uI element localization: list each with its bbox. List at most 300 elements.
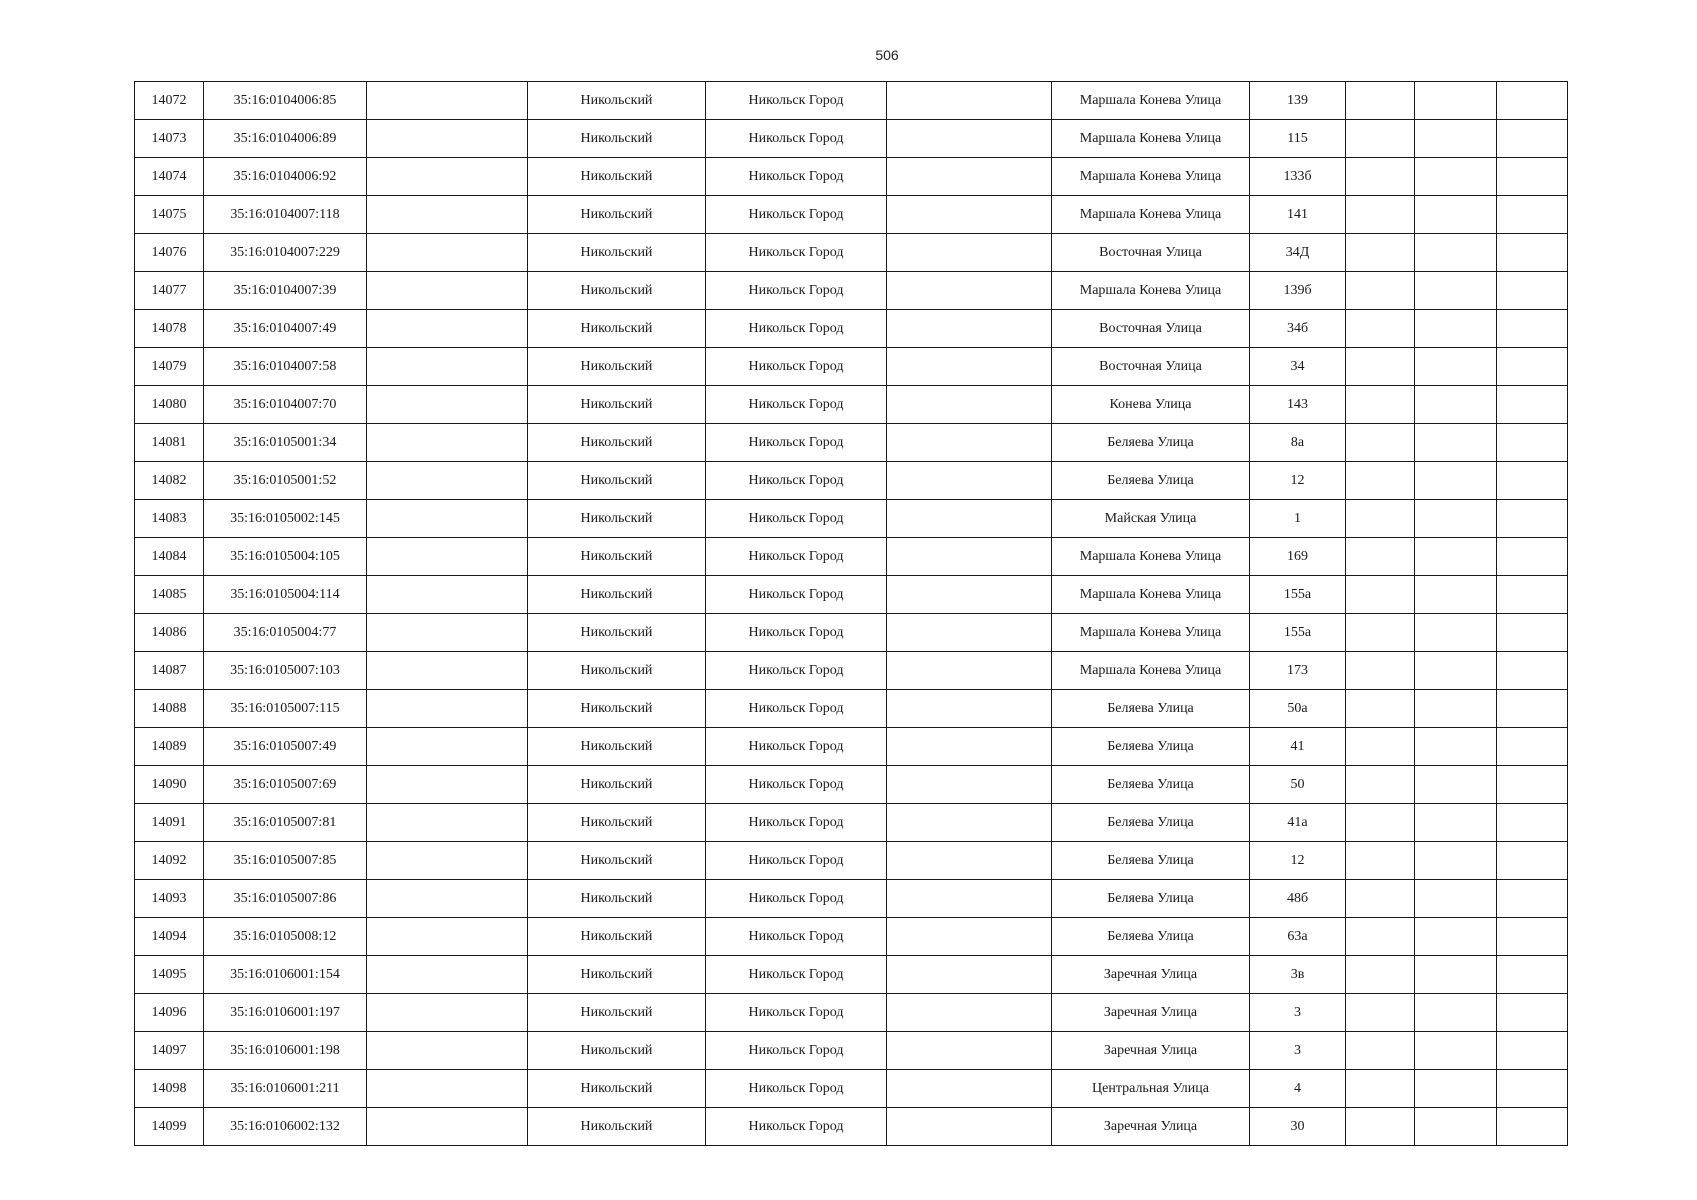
cell-locality: Никольск Город: [706, 956, 887, 994]
cell-cadastral-number: 35:16:0106001:198: [204, 1032, 367, 1070]
cell-cadastral-number: 35:16:0106001:211: [204, 1070, 367, 1108]
cell-empty-col3: [367, 1108, 528, 1146]
cell-cadastral-number: 35:16:0104007:39: [204, 272, 367, 310]
cell-locality: Никольск Город: [706, 196, 887, 234]
cell-street: Маршала Конева Улица: [1052, 120, 1250, 158]
cell-cadastral-number: 35:16:0105004:77: [204, 614, 367, 652]
cell-house-number: 155а: [1250, 614, 1346, 652]
cell-empty-col9: [1346, 272, 1415, 310]
cell-street: Беляева Улица: [1052, 842, 1250, 880]
cell-empty-col3: [367, 614, 528, 652]
cell-empty-col9: [1346, 348, 1415, 386]
cell-row-number: 14093: [135, 880, 204, 918]
cell-empty-col6: [887, 158, 1052, 196]
cell-district: Никольский: [528, 120, 706, 158]
cell-row-number: 14082: [135, 462, 204, 500]
cell-district: Никольский: [528, 690, 706, 728]
cell-district: Никольский: [528, 1032, 706, 1070]
cell-empty-col11: [1497, 1032, 1568, 1070]
cell-empty-col6: [887, 576, 1052, 614]
cell-locality: Никольск Город: [706, 842, 887, 880]
cell-empty-col9: [1346, 728, 1415, 766]
registry-body: [135, 82, 1568, 1146]
cell-row-number: 14084: [135, 538, 204, 576]
cell-district: Никольский: [528, 348, 706, 386]
cell-cadastral-number: 35:16:0104007:58: [204, 348, 367, 386]
table-row: [135, 652, 1568, 690]
cell-cadastral-number: 35:16:0104007:229: [204, 234, 367, 272]
cell-empty-col9: [1346, 652, 1415, 690]
cell-street: Восточная Улица: [1052, 234, 1250, 272]
cell-empty-col3: [367, 690, 528, 728]
cell-district: Никольский: [528, 424, 706, 462]
table-row: [135, 386, 1568, 424]
cell-locality: Никольск Город: [706, 462, 887, 500]
cell-empty-col3: [367, 728, 528, 766]
table-row: [135, 576, 1568, 614]
table-row: [135, 956, 1568, 994]
cell-empty-col3: [367, 196, 528, 234]
cell-cadastral-number: 35:16:0105007:103: [204, 652, 367, 690]
cell-empty-col6: [887, 690, 1052, 728]
cell-row-number: 14075: [135, 196, 204, 234]
cell-row-number: 14095: [135, 956, 204, 994]
cell-empty-col10: [1415, 1070, 1497, 1108]
cell-district: Никольский: [528, 652, 706, 690]
cell-empty-col6: [887, 918, 1052, 956]
cell-empty-col10: [1415, 614, 1497, 652]
cell-empty-col9: [1346, 842, 1415, 880]
cell-locality: Никольск Город: [706, 120, 887, 158]
cell-empty-col11: [1497, 82, 1568, 120]
table-row: [135, 1032, 1568, 1070]
cell-empty-col9: [1346, 424, 1415, 462]
cell-row-number: 14098: [135, 1070, 204, 1108]
cell-house-number: 48б: [1250, 880, 1346, 918]
cell-empty-col6: [887, 234, 1052, 272]
cell-house-number: 139: [1250, 82, 1346, 120]
cell-locality: Никольск Город: [706, 348, 887, 386]
cell-district: Никольский: [528, 614, 706, 652]
cell-street: Маршала Конева Улица: [1052, 82, 1250, 120]
cell-cadastral-number: 35:16:0105002:145: [204, 500, 367, 538]
table-row: [135, 918, 1568, 956]
cell-empty-col11: [1497, 880, 1568, 918]
cell-empty-col3: [367, 652, 528, 690]
cell-street: Маршала Конева Улица: [1052, 652, 1250, 690]
cell-empty-col6: [887, 652, 1052, 690]
cell-empty-col11: [1497, 348, 1568, 386]
table-row: [135, 1108, 1568, 1146]
cell-empty-col10: [1415, 538, 1497, 576]
cell-locality: Никольск Город: [706, 766, 887, 804]
cell-house-number: 41а: [1250, 804, 1346, 842]
cell-empty-col11: [1497, 500, 1568, 538]
cell-empty-col3: [367, 994, 528, 1032]
cell-empty-col10: [1415, 386, 1497, 424]
cell-empty-col9: [1346, 120, 1415, 158]
cell-empty-col10: [1415, 310, 1497, 348]
cell-house-number: 155а: [1250, 576, 1346, 614]
cell-empty-col11: [1497, 462, 1568, 500]
cell-locality: Никольск Город: [706, 310, 887, 348]
cell-house-number: 169: [1250, 538, 1346, 576]
cell-row-number: 14085: [135, 576, 204, 614]
cell-empty-col9: [1346, 158, 1415, 196]
cell-empty-col10: [1415, 994, 1497, 1032]
cell-row-number: 14094: [135, 918, 204, 956]
table-row: [135, 994, 1568, 1032]
cell-cadastral-number: 35:16:0105001:34: [204, 424, 367, 462]
cell-empty-col10: [1415, 500, 1497, 538]
cell-empty-col9: [1346, 614, 1415, 652]
cell-empty-col9: [1346, 310, 1415, 348]
cell-empty-col6: [887, 462, 1052, 500]
cell-street: Беляева Улица: [1052, 880, 1250, 918]
table-row: [135, 196, 1568, 234]
table-row: [135, 272, 1568, 310]
cell-empty-col10: [1415, 462, 1497, 500]
cell-house-number: 41: [1250, 728, 1346, 766]
cell-locality: Никольск Город: [706, 690, 887, 728]
cell-house-number: 30: [1250, 1108, 1346, 1146]
cell-street: Восточная Улица: [1052, 348, 1250, 386]
cell-empty-col3: [367, 272, 528, 310]
cell-empty-col9: [1346, 1108, 1415, 1146]
cell-empty-col6: [887, 500, 1052, 538]
cell-empty-col10: [1415, 424, 1497, 462]
cell-house-number: 50а: [1250, 690, 1346, 728]
cell-house-number: 34: [1250, 348, 1346, 386]
cell-empty-col6: [887, 82, 1052, 120]
cell-empty-col6: [887, 120, 1052, 158]
cell-street: Центральная Улица: [1052, 1070, 1250, 1108]
cell-cadastral-number: 35:16:0105007:69: [204, 766, 367, 804]
cell-district: Никольский: [528, 576, 706, 614]
cell-empty-col10: [1415, 1108, 1497, 1146]
cell-cadastral-number: 35:16:0104006:92: [204, 158, 367, 196]
cell-street: Маршала Конева Улица: [1052, 272, 1250, 310]
table-row: [135, 690, 1568, 728]
cell-empty-col11: [1497, 158, 1568, 196]
cell-empty-col9: [1346, 82, 1415, 120]
cell-row-number: 14077: [135, 272, 204, 310]
cell-empty-col11: [1497, 424, 1568, 462]
cell-street: Беляева Улица: [1052, 766, 1250, 804]
cell-empty-col11: [1497, 1108, 1568, 1146]
cell-empty-col9: [1346, 538, 1415, 576]
table-row: [135, 234, 1568, 272]
cell-empty-col9: [1346, 196, 1415, 234]
cell-empty-col3: [367, 538, 528, 576]
cell-district: Никольский: [528, 310, 706, 348]
cell-house-number: 139б: [1250, 272, 1346, 310]
cell-street: Маршала Конева Улица: [1052, 196, 1250, 234]
cell-empty-col10: [1415, 158, 1497, 196]
cell-locality: Никольск Город: [706, 1032, 887, 1070]
cell-house-number: 3в: [1250, 956, 1346, 994]
cell-empty-col10: [1415, 842, 1497, 880]
cell-district: Никольский: [528, 766, 706, 804]
cell-street: Беляева Улица: [1052, 728, 1250, 766]
cell-district: Никольский: [528, 196, 706, 234]
cell-street: Маршала Конева Улица: [1052, 614, 1250, 652]
table-row: [135, 728, 1568, 766]
cell-empty-col3: [367, 120, 528, 158]
cell-empty-col6: [887, 728, 1052, 766]
cell-empty-col11: [1497, 766, 1568, 804]
cell-empty-col6: [887, 766, 1052, 804]
cell-row-number: 14092: [135, 842, 204, 880]
cell-empty-col6: [887, 348, 1052, 386]
cell-locality: Никольск Город: [706, 728, 887, 766]
cell-empty-col11: [1497, 1070, 1568, 1108]
cell-house-number: 133б: [1250, 158, 1346, 196]
cell-empty-col9: [1346, 918, 1415, 956]
cell-empty-col10: [1415, 348, 1497, 386]
cell-row-number: 14086: [135, 614, 204, 652]
cell-empty-col9: [1346, 500, 1415, 538]
cell-cadastral-number: 35:16:0105008:12: [204, 918, 367, 956]
cell-district: Никольский: [528, 994, 706, 1032]
cell-empty-col11: [1497, 196, 1568, 234]
cell-empty-col10: [1415, 766, 1497, 804]
cell-house-number: 143: [1250, 386, 1346, 424]
cell-empty-col9: [1346, 1070, 1415, 1108]
cell-district: Никольский: [528, 82, 706, 120]
cell-house-number: 34б: [1250, 310, 1346, 348]
cell-row-number: 14076: [135, 234, 204, 272]
cell-empty-col11: [1497, 918, 1568, 956]
cell-cadastral-number: 35:16:0105007:49: [204, 728, 367, 766]
cell-empty-col10: [1415, 728, 1497, 766]
cell-empty-col3: [367, 804, 528, 842]
cell-empty-col6: [887, 1108, 1052, 1146]
cell-street: Майская Улица: [1052, 500, 1250, 538]
cell-street: Беляева Улица: [1052, 918, 1250, 956]
registry-table: [134, 81, 1568, 1146]
cell-street: Восточная Улица: [1052, 310, 1250, 348]
cell-empty-col6: [887, 272, 1052, 310]
table-row: [135, 766, 1568, 804]
cell-row-number: 14072: [135, 82, 204, 120]
cell-empty-col6: [887, 614, 1052, 652]
cell-cadastral-number: 35:16:0104007:118: [204, 196, 367, 234]
cell-row-number: 14091: [135, 804, 204, 842]
table-row: [135, 804, 1568, 842]
cell-locality: Никольск Город: [706, 652, 887, 690]
cell-cadastral-number: 35:16:0105004:105: [204, 538, 367, 576]
table-row: [135, 538, 1568, 576]
cell-cadastral-number: 35:16:0104007:49: [204, 310, 367, 348]
cell-row-number: 14090: [135, 766, 204, 804]
cell-empty-col3: [367, 234, 528, 272]
cell-empty-col3: [367, 462, 528, 500]
cell-house-number: 115: [1250, 120, 1346, 158]
cell-empty-col3: [367, 1032, 528, 1070]
table-row: [135, 348, 1568, 386]
cell-empty-col10: [1415, 918, 1497, 956]
cell-empty-col3: [367, 310, 528, 348]
cell-empty-col3: [367, 880, 528, 918]
cell-cadastral-number: 35:16:0104007:70: [204, 386, 367, 424]
cell-cadastral-number: 35:16:0105001:52: [204, 462, 367, 500]
cell-street: Беляева Улица: [1052, 462, 1250, 500]
cell-empty-col9: [1346, 386, 1415, 424]
cell-district: Никольский: [528, 1070, 706, 1108]
cell-house-number: 173: [1250, 652, 1346, 690]
cell-empty-col11: [1497, 842, 1568, 880]
cell-empty-col10: [1415, 690, 1497, 728]
cell-empty-col9: [1346, 804, 1415, 842]
cell-house-number: 4: [1250, 1070, 1346, 1108]
cell-empty-col3: [367, 956, 528, 994]
cell-empty-col11: [1497, 576, 1568, 614]
cell-row-number: 14099: [135, 1108, 204, 1146]
cell-street: Маршала Конева Улица: [1052, 158, 1250, 196]
cell-empty-col3: [367, 500, 528, 538]
cell-district: Никольский: [528, 842, 706, 880]
cell-empty-col6: [887, 310, 1052, 348]
cell-district: Никольский: [528, 918, 706, 956]
cell-locality: Никольск Город: [706, 424, 887, 462]
cell-district: Никольский: [528, 386, 706, 424]
cell-empty-col10: [1415, 956, 1497, 994]
cell-empty-col6: [887, 538, 1052, 576]
cell-empty-col11: [1497, 614, 1568, 652]
cell-empty-col11: [1497, 956, 1568, 994]
cell-cadastral-number: 35:16:0105004:114: [204, 576, 367, 614]
cell-house-number: 50: [1250, 766, 1346, 804]
cell-district: Никольский: [528, 500, 706, 538]
cell-empty-col3: [367, 1070, 528, 1108]
cell-row-number: 14089: [135, 728, 204, 766]
cell-cadastral-number: 35:16:0105007:86: [204, 880, 367, 918]
cell-locality: Никольск Город: [706, 804, 887, 842]
cell-row-number: 14081: [135, 424, 204, 462]
cell-empty-col6: [887, 956, 1052, 994]
cell-district: Никольский: [528, 880, 706, 918]
cell-house-number: 12: [1250, 462, 1346, 500]
cell-empty-col11: [1497, 234, 1568, 272]
cell-street: Заречная Улица: [1052, 956, 1250, 994]
cell-row-number: 14096: [135, 994, 204, 1032]
cell-empty-col6: [887, 1070, 1052, 1108]
cell-empty-col9: [1346, 576, 1415, 614]
page-number: 506: [875, 47, 899, 63]
cell-empty-col9: [1346, 690, 1415, 728]
cell-row-number: 14080: [135, 386, 204, 424]
cell-district: Никольский: [528, 272, 706, 310]
cell-street: Беляева Улица: [1052, 424, 1250, 462]
cell-district: Никольский: [528, 158, 706, 196]
cell-cadastral-number: 35:16:0104006:85: [204, 82, 367, 120]
cell-empty-col10: [1415, 804, 1497, 842]
cell-empty-col9: [1346, 956, 1415, 994]
cell-empty-col3: [367, 158, 528, 196]
cell-empty-col11: [1497, 652, 1568, 690]
table-row: [135, 120, 1568, 158]
cell-empty-col9: [1346, 994, 1415, 1032]
cell-row-number: 14097: [135, 1032, 204, 1070]
cell-empty-col11: [1497, 538, 1568, 576]
cell-empty-col9: [1346, 880, 1415, 918]
cell-locality: Никольск Город: [706, 386, 887, 424]
cell-empty-col11: [1497, 690, 1568, 728]
cell-empty-col9: [1346, 462, 1415, 500]
cell-empty-col10: [1415, 652, 1497, 690]
table-row: [135, 500, 1568, 538]
cell-locality: Никольск Город: [706, 538, 887, 576]
table-row: [135, 614, 1568, 652]
cell-locality: Никольск Город: [706, 880, 887, 918]
cell-cadastral-number: 35:16:0106002:132: [204, 1108, 367, 1146]
cell-empty-col3: [367, 842, 528, 880]
cell-district: Никольский: [528, 728, 706, 766]
cell-empty-col3: [367, 82, 528, 120]
table-row: [135, 158, 1568, 196]
cell-empty-col3: [367, 766, 528, 804]
cell-street: Заречная Улица: [1052, 1108, 1250, 1146]
cell-cadastral-number: 35:16:0105007:81: [204, 804, 367, 842]
cell-district: Никольский: [528, 1108, 706, 1146]
cell-empty-col10: [1415, 1032, 1497, 1070]
cell-locality: Никольск Город: [706, 614, 887, 652]
cell-house-number: 3: [1250, 994, 1346, 1032]
cell-empty-col9: [1346, 766, 1415, 804]
cell-empty-col11: [1497, 272, 1568, 310]
cell-locality: Никольск Город: [706, 918, 887, 956]
cell-locality: Никольск Город: [706, 158, 887, 196]
cell-empty-col6: [887, 994, 1052, 1032]
cell-district: Никольский: [528, 234, 706, 272]
cell-empty-col11: [1497, 386, 1568, 424]
cell-empty-col3: [367, 348, 528, 386]
cell-empty-col9: [1346, 1032, 1415, 1070]
cell-street: Заречная Улица: [1052, 994, 1250, 1032]
cell-row-number: 14087: [135, 652, 204, 690]
cell-street: Маршала Конева Улица: [1052, 538, 1250, 576]
cell-empty-col10: [1415, 880, 1497, 918]
cell-street: Конева Улица: [1052, 386, 1250, 424]
cell-cadastral-number: 35:16:0106001:197: [204, 994, 367, 1032]
cell-locality: Никольск Город: [706, 234, 887, 272]
cell-locality: Никольск Город: [706, 1070, 887, 1108]
cell-locality: Никольск Город: [706, 500, 887, 538]
cell-row-number: 14074: [135, 158, 204, 196]
cell-empty-col10: [1415, 196, 1497, 234]
cell-empty-col11: [1497, 120, 1568, 158]
cell-empty-col11: [1497, 804, 1568, 842]
cell-street: Беляева Улица: [1052, 690, 1250, 728]
cell-cadastral-number: 35:16:0105007:115: [204, 690, 367, 728]
cell-empty-col9: [1346, 234, 1415, 272]
cell-locality: Никольск Город: [706, 576, 887, 614]
table-row: [135, 1070, 1568, 1108]
cell-empty-col11: [1497, 310, 1568, 348]
cell-empty-col3: [367, 386, 528, 424]
cell-empty-col3: [367, 576, 528, 614]
cell-empty-col10: [1415, 120, 1497, 158]
cell-row-number: 14088: [135, 690, 204, 728]
cell-row-number: 14079: [135, 348, 204, 386]
cell-empty-col6: [887, 880, 1052, 918]
table-row: [135, 462, 1568, 500]
cell-empty-col10: [1415, 82, 1497, 120]
table-row: [135, 842, 1568, 880]
cell-house-number: 3: [1250, 1032, 1346, 1070]
cell-row-number: 14078: [135, 310, 204, 348]
